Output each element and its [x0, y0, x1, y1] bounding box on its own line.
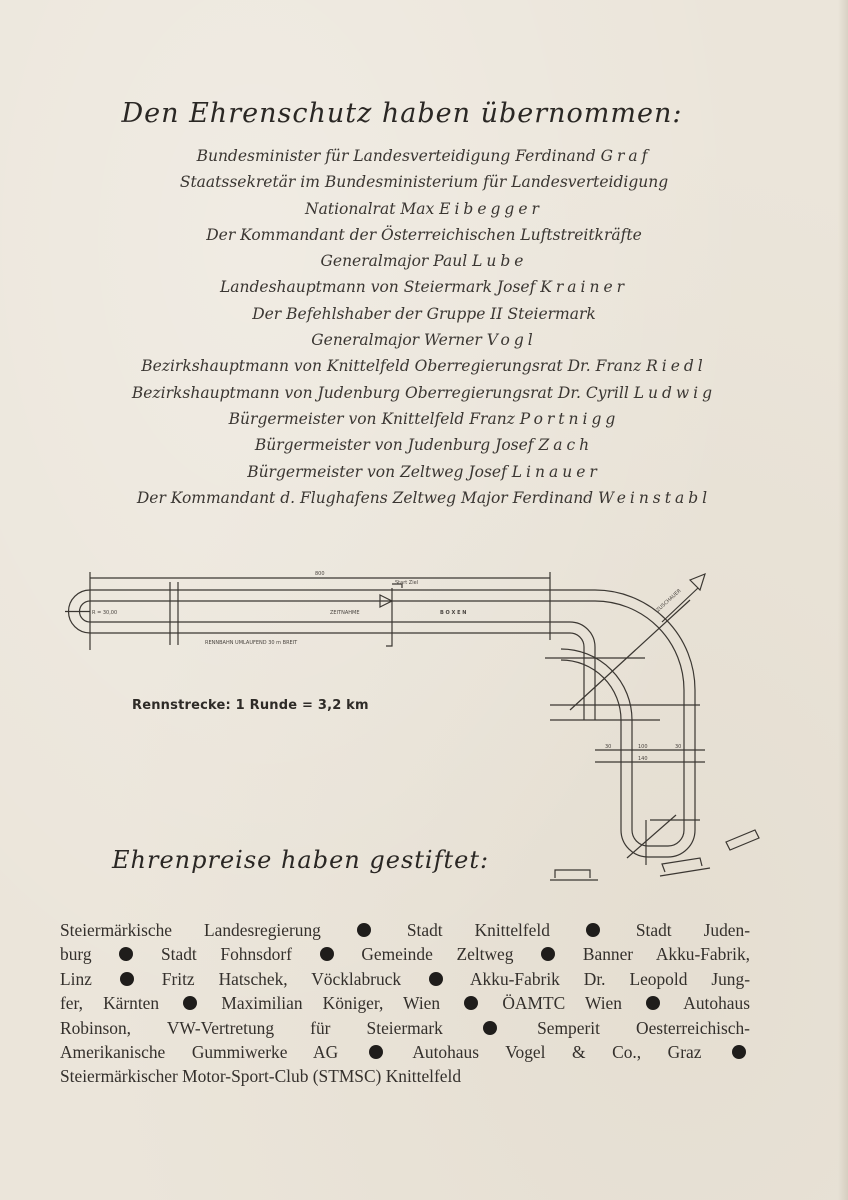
patron-surname: Riedl [646, 357, 707, 376]
patron-surname: Linauer [511, 462, 601, 481]
patron-title: Bürgermeister von Knittelfeld Franz [228, 409, 520, 428]
patron-line [0, 485, 848, 511]
patron-line [0, 459, 848, 485]
bullet-icon [320, 947, 334, 961]
bullet-icon [464, 996, 478, 1010]
label-track-width: RENNBAHN UMLAUFEND 30 m BREIT [205, 640, 298, 646]
label-length-top: 800 [315, 571, 325, 577]
patron-line [0, 406, 848, 432]
label-dim-left: 30 [605, 744, 612, 750]
label-dim-mid-total: 140 [638, 756, 648, 762]
patron-title: Staatssekretär im Bundesministerium für Landesverteidigung [179, 173, 669, 192]
grandstand-1 [550, 870, 598, 880]
patron-title: Bürgermeister von Judenburg Josef [254, 436, 539, 455]
bullet-icon [646, 996, 660, 1010]
track-diagram-svg [50, 560, 790, 890]
sponsor-line [60, 1016, 750, 1040]
sponsor-line [60, 942, 750, 966]
sponsor-line [60, 967, 750, 991]
bullet-icon [541, 947, 555, 961]
patron-title: Landeshauptmann von Steiermark Josef [219, 278, 541, 297]
patron-title: Bezirkshauptmann von Judenburg Oberregierungsrat Dr. Cyrill [131, 383, 634, 402]
patron-title: Bürgermeister von Zeltweg Josef [247, 462, 512, 481]
patron-title: Bezirkshauptmann von Knittelfeld Oberregierungsrat Dr. Franz [141, 357, 647, 376]
sponsor-name: Semperit Oesterreichisch- [537, 1017, 750, 1038]
patron-title: Der Kommandant der Österreichischen Luftstreitkräfte [206, 225, 642, 244]
patron-title: Generalmajor Werner [311, 331, 487, 350]
sponsor-name: Stadt Fohnsdorf [160, 944, 292, 965]
patron-line [0, 169, 848, 195]
patron-surname: Graf [600, 147, 652, 165]
bullet-icon [483, 1021, 497, 1035]
sponsor-name: Robinson, VW-Vertretung für Steiermark [60, 1017, 443, 1038]
grandstand-3 [726, 830, 759, 850]
bullet-icon [119, 947, 133, 961]
sponsor-line [60, 991, 750, 1015]
prizes-heading: Ehrenpreise haben gestiftet: [112, 846, 490, 874]
sponsor-name: Maximilian Königer, Wien [221, 993, 441, 1014]
patron-surname: Krainer [540, 278, 629, 297]
patron-surname: Lube [472, 252, 528, 271]
sponsor-name: ÖAMTC Wien [502, 993, 622, 1014]
bullet-icon [183, 996, 197, 1010]
sponsors-list [60, 918, 750, 1089]
sponsor-name: Gemeinde Zeltweg [361, 944, 514, 965]
patron-title: Der Kommandant d. Flughafens Zeltweg Major Ferdinand [136, 488, 599, 507]
sponsor-name: Autohaus Vogel & Co., Graz [412, 1042, 702, 1063]
bullet-icon [429, 972, 443, 986]
sponsor-line [60, 1040, 750, 1064]
bullet-icon [586, 923, 600, 937]
sponsor-name: Stadt Juden- [635, 920, 750, 940]
label-dim-mid: 100 [638, 744, 648, 750]
sponsor-name: Autohaus [683, 993, 750, 1014]
patron-line [0, 196, 848, 222]
patron-surname: Weinstabl [598, 488, 712, 507]
patron-line [0, 432, 848, 458]
patron-line [0, 274, 848, 300]
sponsor-line [60, 918, 750, 942]
sponsor-name: Linz [60, 968, 92, 989]
sponsor-name: Stadt Knittelfeld [406, 920, 550, 940]
patron-title: Generalmajor Paul [320, 252, 473, 271]
patron-title: Der Befehlshaber der Gruppe II Steiermark [252, 304, 596, 323]
start-finish-line [386, 588, 392, 646]
patron-title: Nationalrat Max [305, 199, 440, 218]
patron-surname: Eibegger [439, 199, 543, 218]
sponsor-name: Amerikanische Gummiwerke AG [60, 1042, 339, 1063]
patron-line [0, 353, 848, 379]
sponsor-name: burg [60, 944, 92, 965]
patron-surname: Zach [538, 436, 594, 455]
grandstand-2 [660, 858, 710, 876]
sponsor-name: fer, Kärnten [60, 993, 160, 1014]
honor-heading: Den Ehrenschutz haben übernommen: [121, 98, 683, 129]
bullet-icon [369, 1045, 383, 1059]
spectator-arrow-head [690, 574, 705, 590]
patron-line [0, 248, 848, 274]
track-diagram [50, 560, 790, 890]
patron-surname: Vogl [486, 331, 537, 350]
bullet-icon [732, 1045, 746, 1059]
patron-line [0, 380, 848, 406]
bullet-icon [120, 972, 134, 986]
patron-line [0, 143, 848, 169]
sponsor-line [60, 1064, 750, 1088]
track-caption: Rennstrecke: 1 Runde = 3,2 km [132, 698, 369, 713]
sponsor-name: Banner Akku-Fabrik, [582, 944, 751, 965]
label-start-finish: Start Ziel [395, 580, 419, 586]
label-pits: B O X E N [440, 610, 467, 616]
label-timing: ZEITNAHME [330, 610, 360, 616]
patrons-list [0, 143, 848, 511]
patron-line [0, 301, 848, 327]
sponsor-name: Steiermärkische Landesregierung [60, 920, 321, 940]
label-radius-left: R = 30,00 [92, 610, 118, 616]
patron-line [0, 327, 848, 353]
sponsor-name: Steiermärkischer Motor-Sport-Club (STMSC) Knittelfeld [60, 1066, 462, 1087]
bullet-icon [357, 923, 371, 937]
label-dim-right: 30 [675, 744, 682, 750]
patron-surname: Ludwig [633, 383, 717, 402]
patron-title: Bundesminister für Landesverteidigung Ferdinand [196, 147, 601, 165]
sponsor-name: Fritz Hatschek, Vöcklabruck [161, 968, 402, 989]
sponsor-name: Akku-Fabrik Dr. Leopold Jung- [470, 968, 750, 989]
patron-surname: Portnigg [519, 409, 620, 428]
label-spectators: ZUSCHAUER [655, 588, 683, 614]
patron-line [0, 222, 848, 248]
